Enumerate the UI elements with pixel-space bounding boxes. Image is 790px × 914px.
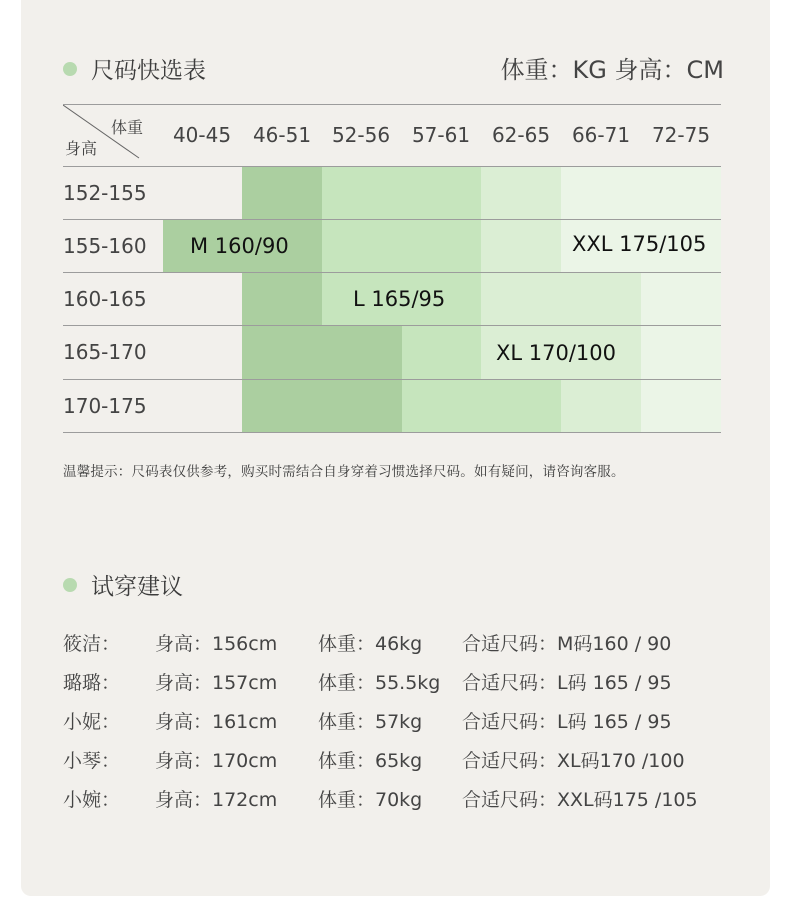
- height-row-header: 155-160: [63, 234, 147, 258]
- model-weight: 体重：65kg: [318, 750, 423, 772]
- model-name: 小妮：: [63, 711, 121, 733]
- model-name: 小琴：: [63, 750, 121, 772]
- size-zone-m: [322, 380, 402, 432]
- weight-column-header: 57-61: [411, 123, 471, 147]
- size-chart-note: 温馨提示：尺码表仅供参考，购买时需结合自身穿着习惯选择尺码。如有疑问，请咨询客服。: [63, 464, 625, 480]
- size-chart-heading: [63, 52, 206, 85]
- model-height: 身高：170cm: [155, 750, 278, 772]
- size-zone-xxl: [561, 167, 641, 220]
- size-zone-l: [402, 167, 481, 220]
- size-zone-xl: [481, 273, 561, 326]
- size-zone-l: [402, 380, 481, 432]
- size-label-xxl: XXL 175/105: [572, 232, 707, 256]
- corner-height-label: 身高: [65, 139, 98, 158]
- weight-column-header: 62-65: [491, 123, 551, 147]
- model-size: 合适尺码：XL码170 /100: [462, 750, 685, 772]
- size-zone-xxl: [641, 167, 721, 220]
- model-size: 合适尺码：M码160 / 90: [462, 633, 672, 655]
- size-zone-xxl: [641, 326, 721, 380]
- weight-column-header: 66-71: [571, 123, 631, 147]
- size-zone-xl: [481, 220, 561, 273]
- model-size: 合适尺码：L码 165 / 95: [462, 672, 672, 694]
- try-on-title: 试穿建议: [91, 574, 183, 600]
- size-zone-m: [242, 326, 322, 380]
- bullet-dot-icon: [63, 578, 77, 592]
- model-weight: 体重：46kg: [318, 633, 423, 655]
- size-label-l: L 165/95: [353, 287, 446, 311]
- corner-weight-label: 体重: [110, 118, 143, 137]
- size-zone-l: [322, 167, 402, 220]
- height-row-header: 170-175: [63, 394, 147, 418]
- model-name: 筱洁：: [63, 633, 121, 655]
- size-zone-m: [322, 326, 402, 380]
- size-zone-xl: [481, 167, 561, 220]
- size-label-xl: XL 170/100: [496, 341, 617, 365]
- size-zone-m: [242, 273, 322, 326]
- size-zone-l: [481, 380, 561, 432]
- units-label: 体重：KG 身高：CM: [500, 56, 724, 84]
- size-zone-m: [242, 380, 322, 432]
- bullet-dot-icon: [63, 62, 77, 76]
- model-height: 身高：157cm: [155, 672, 278, 694]
- model-weight: 体重：70kg: [318, 789, 423, 811]
- size-zone-l: [322, 220, 402, 273]
- model-height: 身高：161cm: [155, 711, 278, 733]
- model-size: 合适尺码：XXL码175 /105: [462, 789, 698, 811]
- model-name: 小婉：: [63, 789, 121, 811]
- model-name: 璐璐：: [63, 672, 121, 694]
- model-weight: 体重：55.5kg: [318, 672, 441, 694]
- size-zone-xl: [561, 380, 641, 432]
- model-weight: 体重：57kg: [318, 711, 423, 733]
- try-on-heading: [63, 568, 183, 601]
- size-chart-title: 尺码快选表: [91, 58, 206, 84]
- corner-header: [63, 105, 163, 166]
- size-zone-m: [242, 167, 322, 220]
- size-zone-xl: [561, 273, 641, 326]
- model-size: 合适尺码：L码 165 / 95: [462, 711, 672, 733]
- weight-column-header: 46-51: [252, 123, 312, 147]
- weight-column-header: 72-75: [651, 123, 711, 147]
- weight-column-header: 52-56: [331, 123, 391, 147]
- height-row-header: 160-165: [63, 287, 147, 311]
- size-zone-xxl: [641, 380, 721, 432]
- model-height: 身高：172cm: [155, 789, 278, 811]
- size-zone-l: [402, 326, 481, 380]
- height-row-header: 152-155: [63, 181, 147, 205]
- height-row-header: 165-170: [63, 340, 147, 364]
- size-zone-l: [402, 220, 481, 273]
- model-height: 身高：156cm: [155, 633, 278, 655]
- weight-column-header: 40-45: [172, 123, 232, 147]
- size-label-m: M 160/90: [190, 234, 289, 258]
- size-zone-xxl: [641, 273, 721, 326]
